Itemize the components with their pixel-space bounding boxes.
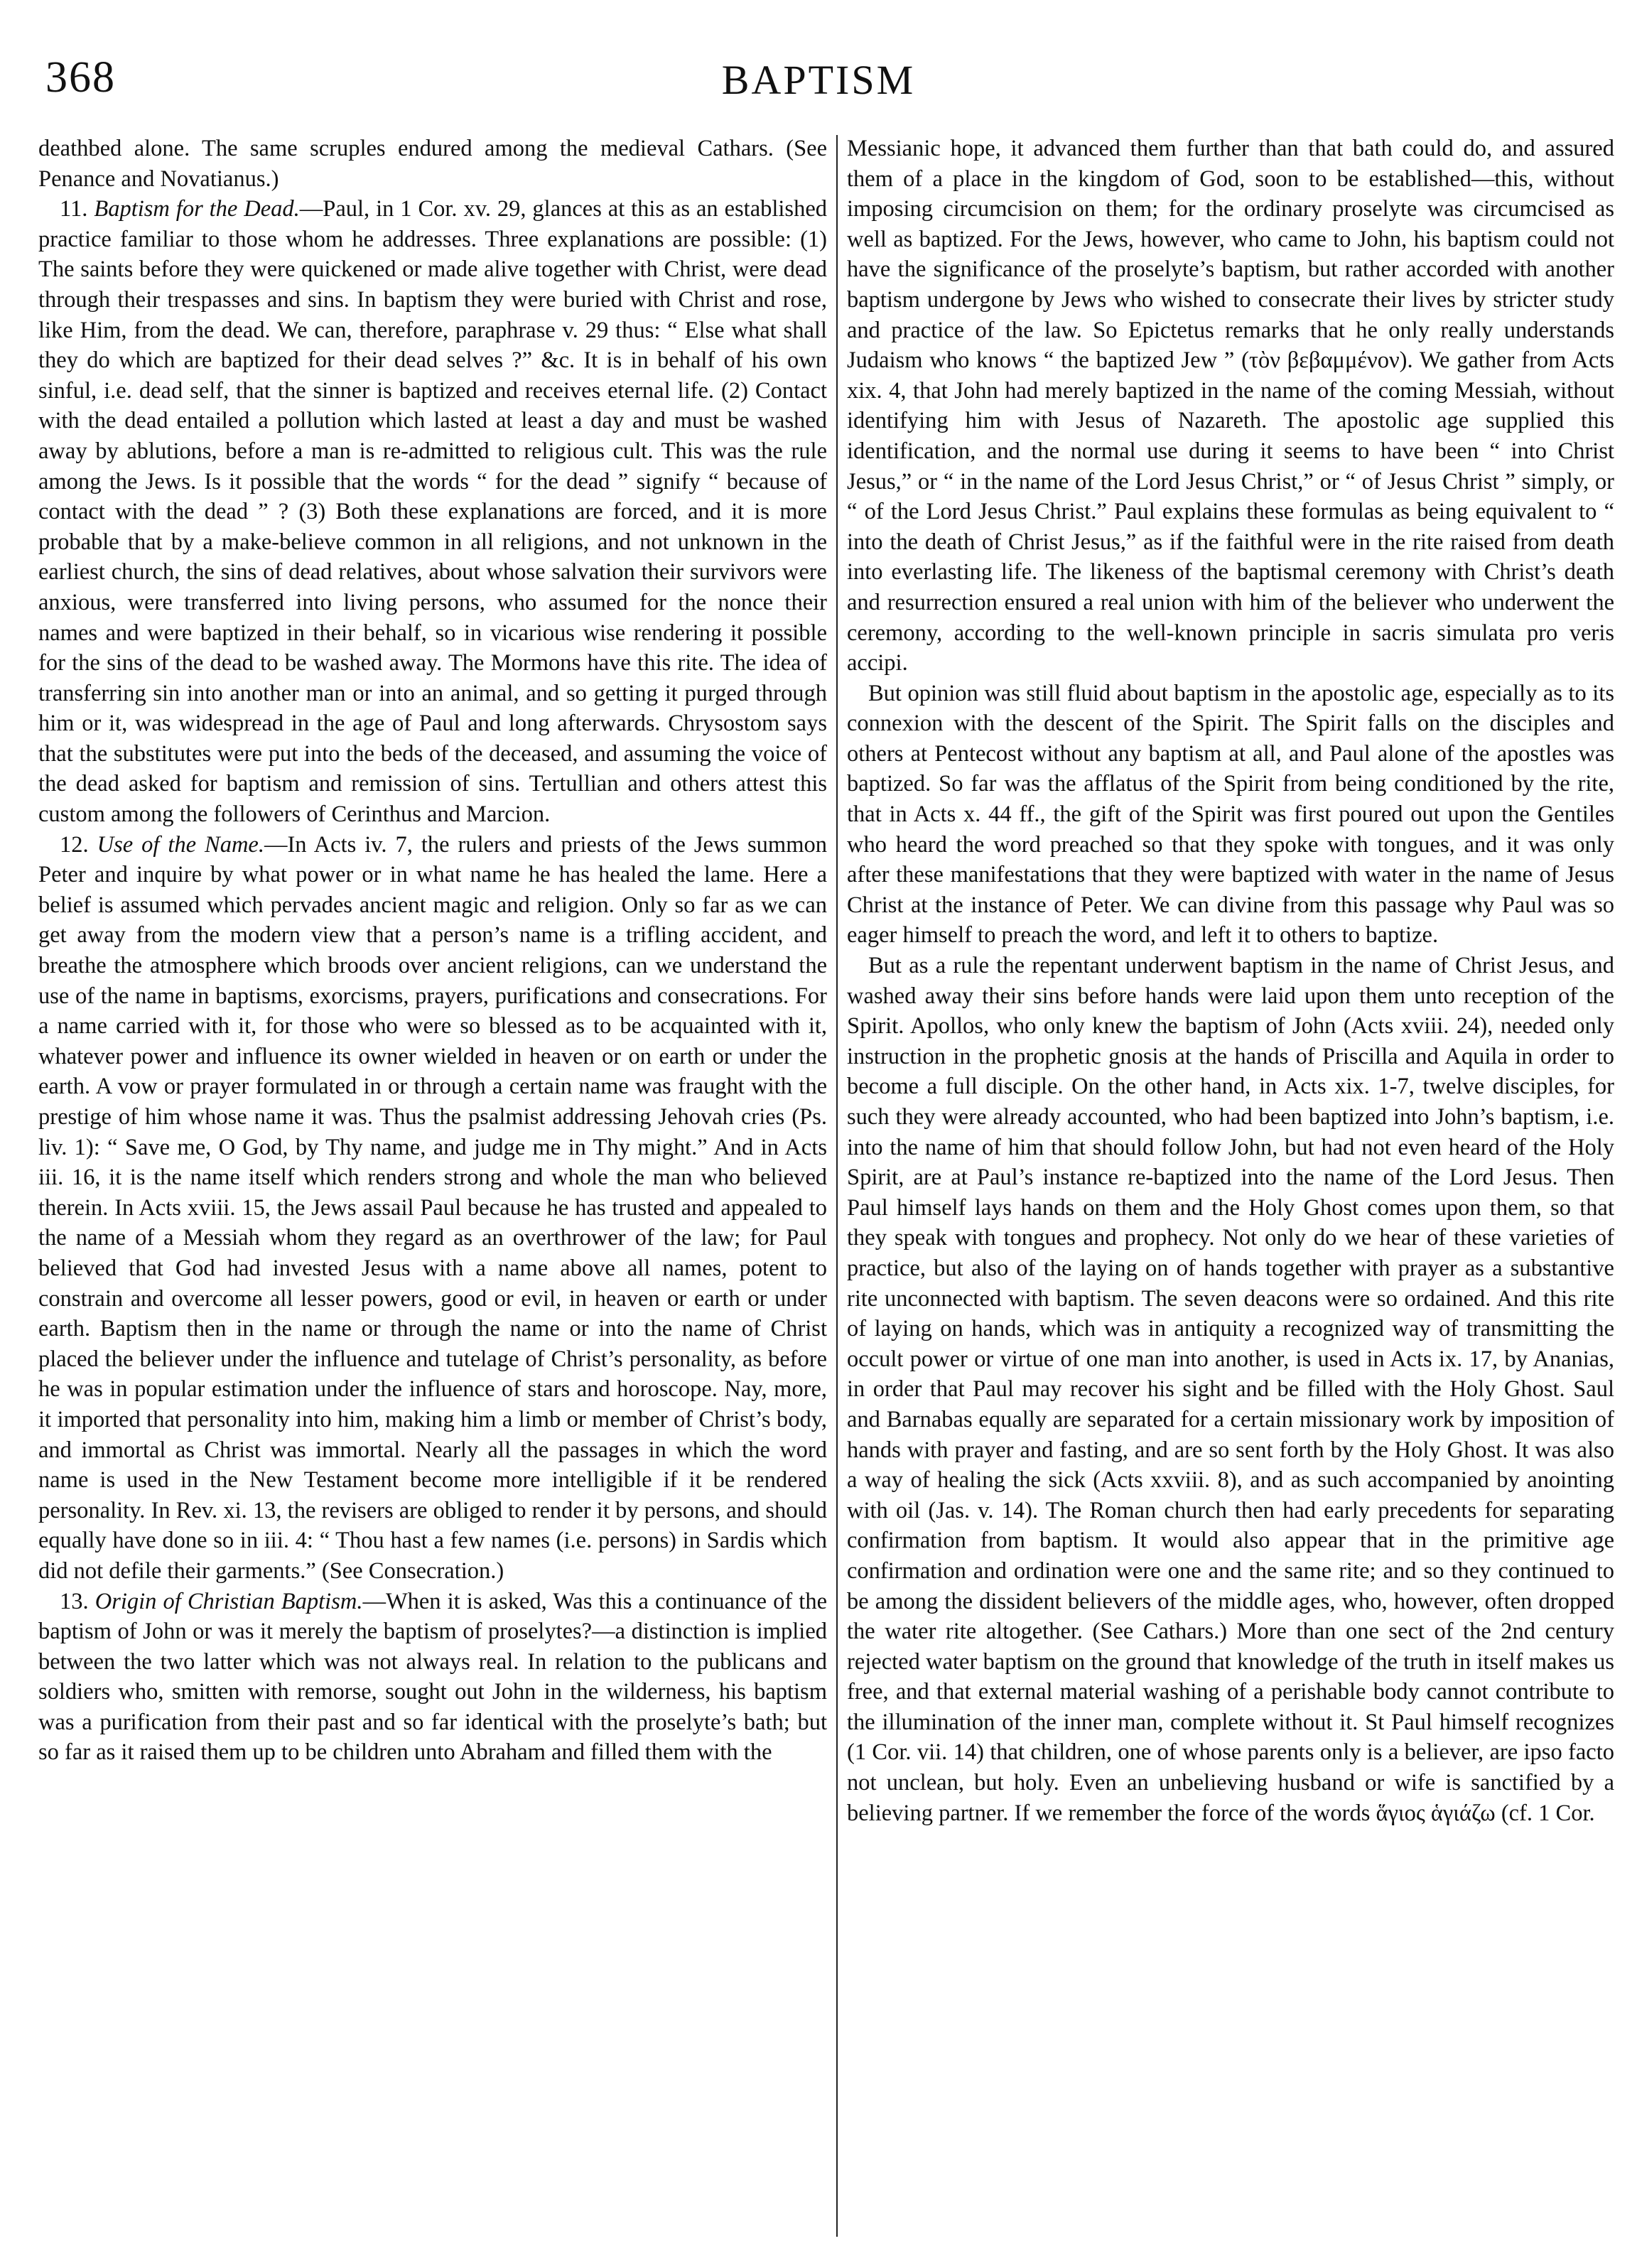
section-title: Baptism for the Dead. — [94, 196, 300, 222]
section-number: 12. — [60, 831, 89, 858]
section-number: 13. — [60, 1588, 89, 1614]
section-11 — [38, 194, 827, 829]
paragraph: But opinion was still fluid about baptism in the apostolic age, especially as to its connexion with the descent of the Spirit. The Spirit falls on the disciples and others at Pentecost without any baptism at all, and Paul alone of the apostles was baptized. So far was the afflatus of the Spirit from being conditioned by the rite, that in Acts x. 44 ff., the gift of the Spirit was first poured out upon the Gentiles who heard the word preached so that they spoke with tongues, and it was only after these manifestations that they were baptized with water in the name of Jesus Christ at the instance of Peter. We can divine from this passage why Paul was so eager himself to preach the word, and left it to others to baptize. — [847, 680, 1614, 949]
right-column — [847, 134, 1614, 1828]
section-body: —In Acts iv. 7, the rulers and priests of the Jews summon Peter and inquire by what power or in what name he has healed the lame. Here a belief is assumed which pervades ancient magic and religion. Only so far as we can get away from the modern view that a person’s name is a trifling accident, and breathe the atmosphere which broods over ancient religions, can we understand the use of the name in baptisms, exorcisms, prayers, purifications and consecrations. For a name carried with it, for those who were so blessed as to be acquainted with it, whatever power and influence its owner wielded in heaven or on earth or under the earth. A vow or prayer formulated in or through a certain name was fraught with the prestige of him whose name it was. Thus the psalmist addressing Jehovah cries (Ps. liv. 1): “ Save me, O God, by Thy name, and judge me in Thy might.” And in Acts iii. 16, it is the name itself which renders strong and whole the man who believed therein. In Acts xviii. 15, the Jews assail Paul because he has trusted and appealed to the name of a Messiah whom they regard as an overthrower of the law; for Paul believed that God had invested Jesus with a name above all names, potent to constrain and overcome all lesser powers, good or evil, in heaven or earth or under earth. Baptism then in the name or through the name or into the name of Christ placed the believer under the influence and tutelage of Christ’s personality, as before he was in popular estimation under the influence of stars and horoscope. Nay, more, it imported that personality into him, making him a limb or member of Christ’s body, and immortal as Christ was immortal. Nearly all the passages in which the word name is used in the New Testament become more intelligible if it be rendered personality. In Rev. xi. 13, the revisers are obliged to render it by persons, and should equally have done so in iii. 4: “ Thou hast a few names (i.e. persons) in Sardis which did not defile their garments.” (See Consecration.) — [38, 831, 827, 1584]
column-divider — [836, 135, 838, 2237]
section-number: 11. — [60, 196, 88, 222]
left-column — [38, 134, 827, 1768]
section-body: —Paul, in 1 Cor. xv. 29, glances at this as an established practice familiar to those whom he addresses. Three explanations are possible: (1) The saints before they were quickened or made alive together with Christ, were dead through their trespasses and sins. In baptism they were buried with Christ and rose, like Him, from the dead. We can, therefore, paraphrase v. 29 thus: “ Else what shall they do which are baptized for their dead selves ?” &c. It is in behalf of his own sinful, i.e. dead self, that the sinner is baptized and receives eternal life. (2) Contact with the dead entailed a pollution which lasted at least a day and must be washed away by ablutions, before a man is re-admitted to religious cult. This was the rule among the Jews. Is it possible that the words “ for the dead ” signify “ because of contact with the dead ” ? (3) Both these explanations are forced, and it is more probable that by a make-believe common in all religions, and not unknown in the earliest church, the sins of dead relatives, about whose salvation their survivors were anxious, were transferred into living persons, who assumed for the nonce their names and were baptized in their behalf, so in vicarious wise rendering it possible for the sins of the dead to be washed away. The Mormons have this rite. The idea of transferring sin into another man or into an animal, and so getting it purged through him or it, was widespread in the age of Paul and long afterwards. Chrysostom says that the substitutes were put into the beds of the deceased, and assuming the voice of the dead asked for baptism and remission of sins. Tertullian and others attest this custom among the followers of Cerinthus and Marcion. — [38, 196, 828, 828]
paragraph: Messianic hope, it advanced them further than that bath could do, and assured them of a place in the kingdom of God, soon to be established—this, without imposing circumcision on them; for the ordinary proselyte was circumcised as well as baptized. For the Jews, however, who came to John, his baptism could not have the significance of the proselyte’s baptism, but rather accorded with another baptism undergone by Jews who wished to consecrate their lives by stricter study and practice of the law. So Epictetus remarks that he only really understands Judaism who knows “ the baptized Jew ” (τὸν βεβαμμένον). We gather from Acts xix. 4, that John had merely baptized in the name of the coming Messiah, without identifying him with Jesus of Nazareth. The apostolic age supplied this identification, and the normal use during it seems to have been “ into Christ Jesus,” or “ in the name of the Lord Jesus Christ,” or “ of Jesus Christ ” simply, or “ of the Lord Jesus Christ.” Paul explains these formulas as being equivalent to “ into the death of Christ Jesus,” as if the faithful were in the rite raised from death into everlasting life. The likeness of the baptismal ceremony with Christ’s death and resurrection ensured a real union with him of the believer who underwent the ceremony, according to the well-known principle in sacris simulata pro veris accipi. — [847, 136, 1614, 676]
section-13 — [38, 1587, 827, 1768]
section-title: Use of the Name. — [97, 831, 264, 858]
section-title: Origin of Christian Baptism. — [94, 1588, 363, 1614]
section-12 — [38, 830, 827, 1587]
paragraph: deathbed alone. The same scruples endured among the medieval Cathars. (See Penance and Novatianus.) — [38, 136, 827, 192]
page-number: 368 — [45, 53, 116, 102]
paragraph: But as a rule the repentant underwent baptism in the name of Christ Jesus, and washed away their sins before hands were laid upon them unto reception of the Spirit. Apollos, who only knew the baptism of John (Acts xviii. 24), needed only instruction in the prophetic gnosis at the hands of Priscilla and Aquila in order to become a full disciple. On the other hand, in Acts xix. 1-7, twelve disciples, for such they were already accounted, who had been baptized into John’s baptism, i.e. into the name of him that should follow John, but had not even heard of the Holy Spirit, are at Paul’s instance re-baptized into the name of the Lord Jesus. Then Paul himself lays hands on them and the Holy Ghost comes upon them, so that they speak with tongues and prophecy. Not only do we hear of these varieties of practice, but also of the laying on of hands together with prayer as a substantive rite unconnected with baptism. The seven deacons were so ordained. And this rite of laying on hands, which was in antiquity a recognized way of transmitting the occult power or virtue of one man into another, is used in Acts ix. 17, by Ananias, in order that Paul may recover his sight and be filled with the Holy Ghost. Saul and Barnabas equally are separated for a certain missionary work by imposition of hands with prayer and fasting, and are so sent forth by the Holy Ghost. It was also a way of healing the sick (Acts xxviii. 8), and as such accompanied by anointing with oil (Jas. v. 14). The Roman church then had early precedents for separating confirmation from baptism. It would also appear that in the primitive age confirmation and ordination were one and the same rite; and so they continued to be among the dissident believers of the middle ages, who, however, often dropped the water rite altogether. (See Cathars.) More than one sect of the 2nd century rejected water baptism on the ground that knowledge of the truth in itself makes us free, and that external material washing of a perishable body cannot contribute to the illumination of the inner man, complete without it. St Paul himself recognizes (1 Cor. vii. 14) that children, one of whose parents only is a believer, are ipso facto not unclean, but holy. Even an unbelieving husband or wife is sanctified by a believing partner. If we remember the force of the words ἅγιος ἁγιάζω (cf. 1 Cor. — [847, 953, 1614, 1826]
section-body: —When it is asked, Was this a continuance of the baptism of John or was it merely the baptism of proselytes?—a distinction is implied between the two latter which was not always real. In relation to the publicans and soldiers who, smitten with remorse, sought out John in the wilderness, his baptism was a purification from their past and so far identical with the proselyte’s bath; but so far as it raised them up to be children unto Abraham and filled them with the — [38, 1588, 828, 1766]
running-title: BAPTISM — [721, 57, 916, 103]
